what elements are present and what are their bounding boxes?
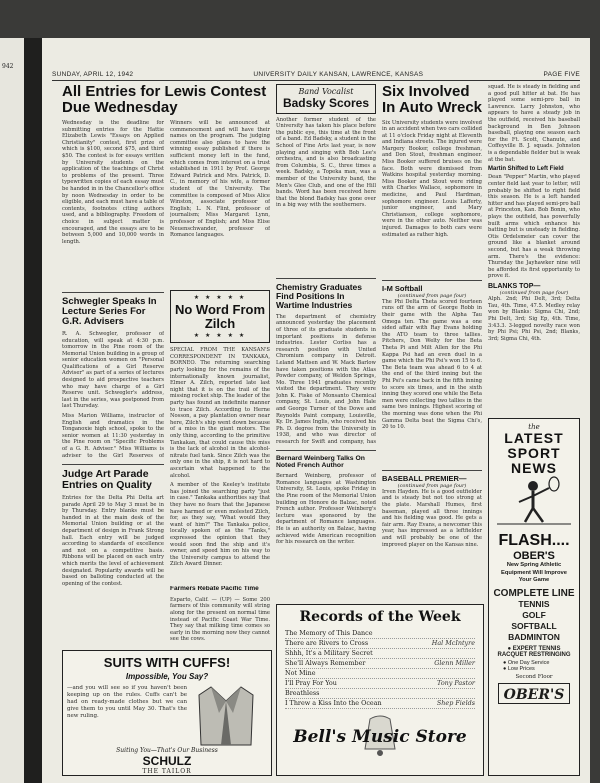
badsky-article: [276, 84, 376, 274]
sports-continued: [488, 84, 580, 414]
record-artist: Glenn Miller: [434, 659, 475, 667]
blanks-headline: BLANKS TOP—: [488, 282, 541, 290]
zilch-body-cont: A member of the Keeley's institute has joined the searching party "just in case." Tankaka authorities say that they have no fears that the Japanese have harmed or even molested Zilch, for, as they say, "What would they want of him?" The Tankaka police, locally spoken of as the "Tanks," expressed the opinion that they would soon find the ship and it's owner, and speed him on his way to the University campus to attend the Zilch Award Dinner.: [170, 482, 270, 568]
obers-bullet-prices: Low Prices: [507, 665, 535, 672]
obers-sport: SPORT: [507, 445, 561, 461]
obers-brand: OBER'S: [513, 550, 555, 562]
obers-ad: [488, 418, 580, 776]
record-row: [285, 689, 475, 699]
adjacent-page-number: 942: [2, 63, 14, 70]
zilch-headline: No Word From Zilch: [174, 302, 266, 331]
record-row: [285, 669, 475, 679]
martin-subhead: Martin Shifted to Left Field: [488, 166, 564, 173]
baseball-body: Irven Hayden. He is a good outfielder and is steady but not too strong at the plate. Marshall Humes, first baseman, played all three innings and his fielding was good. He gets a fair arm. Ray Evans, a newcomer this year, has impressed as a leftfielder and will probably be one of the improved player on the Kansas nine.: [382, 488, 482, 548]
chemistry-body: The department of chemistry announced yesterday the placement of three of its graduate students in important positions in defense industries. Lester Corliss has a research position with United Chromium company in Detroit. Leland Mattsen and W. Mack Barlow have taken positions with the Atlas Powder company, of Weldon Springs, Mo. Three 1941 graduates recently visited the department. They were John K. Fiske of Monsanto Chemical company, St. Louis, and John Hale and George Turner of the Dowe and Reynolds Paint company, Louisville, Ky. Dr. James Inglis, who received his Ph. D. degree from the University in 1938, and who was director of research for Swift and company, has: [276, 313, 376, 444]
schulz-ad: [62, 650, 272, 776]
store-name: Bell's Music Store: [293, 727, 467, 747]
obers-logo: [498, 683, 570, 704]
record-song: There are Rivers to Cross: [285, 639, 369, 647]
obers-sport-badminton: BADMINTON: [508, 631, 560, 642]
record-song: Shhh, It's a Military Secret: [285, 649, 373, 657]
schulz-body: —and you will see so if you haven't been keeping up on the rules. Cuffs can't be had on ready-made clothes but we can give them to you until May 30. That's the new ruling.: [67, 685, 187, 719]
folio-page: PAGE FIVE: [543, 70, 580, 78]
chemistry-article: [276, 274, 376, 444]
sports-body: squad. He is steady in fielding and a good pull hitter at bat. He has played some semi-pro ball in Lawrence. Larry Johnston, who appears to have a steady job in the outfield, received his baseball background in Ben Johnson baseball, playing one season each for the Ft. Scott, Chanute, and Coffeyville B. J. squads. Johnston is a dependable fielder but is weak at the bat.: [488, 84, 580, 163]
record-song: Not Mine: [285, 669, 316, 677]
bullet-icon: ●: [507, 645, 513, 652]
farmers-body: Esparto, Calif. — (UP) — Some 200 farmers of this community will string along for the present on normal time instead of Pacific Coast War Time. They say that milking time comes so early in the morning now they cannot see the cows.: [170, 596, 270, 643]
obers-expert: [489, 646, 579, 658]
weinberg-article: [276, 446, 376, 596]
blanks-cont: (continued from page four): [499, 290, 569, 297]
obers-flash: FLASH....: [498, 532, 570, 549]
obers-the: the: [528, 423, 540, 431]
record-song: The Memory of This Dance: [285, 629, 373, 637]
records-title: Records of the Week: [299, 609, 461, 625]
baseball-article: [382, 466, 482, 602]
obers-line1: New Spring Athletic: [506, 562, 562, 568]
weinberg-headline: Bernard Weinberg Talks On Noted French Author: [276, 455, 365, 470]
obers-line2: Equipment Will Improve: [501, 569, 567, 576]
obers-expert1: EXPERT TENNIS: [512, 645, 561, 652]
obers-latest: LATEST: [504, 430, 564, 446]
schwegler-body: R. A. Schwegler, professor of education, will speak at 4:30 p.m. tomorrow in the Pine room of the Memorial Union building in a group of senior education women on "Personal Qualifications of a Girl Reserve Adviser" as part of a series of lectures designed to aid prospective teachers who may have charge of a Girl Reserve unit. Schwegler's address, last in the series, was postponed from last Thursday.: [62, 330, 164, 410]
store-logo: [277, 713, 483, 765]
art-body: Entries for the Delta Phi Delta art parade April 29 to May 3 must be in by Thursday. Entry blanks must be handed in at the main desk of the Memorial Union building or at the department of design in Frank Strong hall. Each entry will be judged according to standards of excellence and not on a competitive basis. Ribbons will be placed on each entry which merits the level of achievement designated. Popularity awards will be based on balloting conducted at the opening of the contest.: [62, 495, 164, 587]
softball-body: The Phi Delta Theta scored fourteen runs off the arm of George Robb in their game with the Alpha Tau Omega ten. The game was a one sided affair with Ray Evans holding the ATO team to three tallies. Pitchers, Don Welty for the Beta Theta Pi and Milt Allen for the Phi Kappa Psi had an even duel in a game which the Phi Psi's won 15 to 6. The Beta team was ahead 6 to 4 at the end of the third inning but the Phi Psi's came back in the fifth inning to score six times, and in the sixth inning they scored one while the Beta men were collecting two tallies in the same two innings. Highest scoring of the morning was done when the Phi Gamma Delta beat the Sigma Chi's, 20 to 10.: [382, 298, 482, 431]
obers-complete: COMPLETE LINE: [493, 587, 575, 599]
suit-illustration: [191, 683, 261, 747]
record-row: [285, 699, 475, 709]
schwegler-article: [62, 288, 164, 458]
record-row: [285, 629, 475, 639]
chemistry-headline: Chemistry Graduates Find Positions In Wartime Industries: [276, 282, 362, 310]
schwegler-body-cont: Miss Marion Williams, instructor of English and dramatics in the Tonganoxie high school, spoke to the senior women at 11:30 yesterday in the Pine room on "Specific Problems of a G. R. Adviser." Miss Williams is adviser to the Girl Reserves of: [62, 413, 164, 458]
badsky-headline-box: [276, 84, 376, 114]
obers-sport-tennis: TENNIS: [518, 598, 550, 609]
zilch-body: SPECIAL FROM THE KANSAN'S CORRESPONDENT IN TANKAKA, BORNEO. The returning searching party looking for the remains of the internationally known journalist, Elmer A. Zilch, reported late last night that it is on the trail of the missing rocket ship. The leader of the party has found an indefinite manner to trace Zilch. According to Herne Nosson, a pay plantation owner near here, Zilch's ship went down because of a miss in the giant motors. The only thing, according to the primitive Tankakan, that could cause this miss is the lack of alcohol in the alcohol-nitrate fuel tank. Since Zilch was the only one in the ship, it is not hard to ascertain what happened to the alcohol.: [170, 347, 270, 479]
records-ad: [276, 604, 484, 776]
auto-wreck-headline: Six Involved In Auto Wreck: [382, 84, 482, 116]
weinberg-body: Bernard Weinberg, professor of Romance languages at Washington University, St. Louis, spoke Friday in the Pine room of the Memorial Union building on Honore de Balzac, noted French author. Professor Weinberg's lecture was sponsored by the department of Romance languages. He is an authority on Balzac, having achieved wide American recognition for his research on the writer.: [276, 473, 376, 546]
softball-cont: (continued from page four): [397, 292, 467, 299]
record-artist: Tony Pastor: [437, 679, 475, 687]
schulz-sub: Impossible, You Say?: [125, 672, 209, 681]
obers-sport-softball: SOFTBALL: [511, 620, 557, 631]
badsky-headline: Badsky Scores: [282, 96, 370, 110]
softball-article: [382, 276, 482, 464]
record-row: [285, 659, 475, 669]
farmers-headline: Farmers Rebate Pacific Time: [170, 586, 259, 592]
record-artist: Hal McIntyre: [431, 639, 475, 647]
record-row: [285, 649, 475, 659]
art-headline: Judge Art Parade Entries on Quality: [62, 468, 152, 492]
zilch-article: [170, 288, 270, 588]
auto-wreck-article: [382, 84, 482, 274]
baseball-headline: BASEBALL PREMIER—: [382, 474, 467, 483]
schwegler-headline: Schwegler Speaks In Lecture Series For G.R. Advisers: [62, 296, 157, 327]
record-song: I Threw a Kiss Into the Ocean: [285, 699, 382, 707]
schulz-headline: SUITS WITH CUFFS!: [103, 655, 231, 670]
folio-line: [52, 68, 580, 81]
adjacent-page-edge: [0, 38, 25, 783]
baseball-cont: (continued from page four): [397, 482, 467, 489]
records-list: [285, 629, 475, 709]
obers-bullets: ● One Day Service ● Low Prices: [503, 659, 550, 672]
star-row-bottom: ★ ★ ★ ★ ★: [193, 332, 247, 340]
obers-sport-golf: GOLF: [522, 609, 546, 620]
lewis-body-cont: Winners will be announced at commencement and will have their names on the program. The judging committee also plans to have the winning essay published if there is sufficient money left in the fund, which comes from interest on a trust established in 1911 by Prof. George Edward Patrick and Mrs. Patrick, D. C., in memory of his wife, a former student of the University. The committee is composed of Miss Alice Winston, associate professor of English; L. N. Flint, professor of journalism; Miss Margaret Lynn, professor of English; and Miss Elise Neuenschwander, professor of Romance languages.: [170, 120, 270, 239]
obers-line3: Your Game: [518, 577, 550, 583]
obers-news: NEWS: [511, 460, 557, 476]
folio-paper: UNIVERSITY DAILY KANSAN, LAWRENCE, KANSAS: [253, 70, 424, 78]
lewis-body-col2: [170, 120, 270, 284]
badsky-kicker: Band Vocalist: [298, 87, 354, 96]
farmers-article: [170, 586, 270, 648]
zilch-headline-box: [170, 290, 270, 343]
badsky-body: Another former student of the University has taken his place before the public eye, this time at the front of a band. Ed Badsky, a student in the School of Fine Arts last year, is now playing and singing with Bob Lee's orchestra, and is also broadcasting from Columbia, S. C., three times a week. Badsky, a Topeka man, was a member of the University band, the Men's Glee Club, and one of the Hill bands. Word has been received here that the blond Badsky has gone over in a big way with the southerners.: [276, 116, 376, 209]
blanks-body: Alph. 2nd; Phi Delt, 3rd; Delta Tau, 4th. Time, 47.5. Medley relay won by Blanks: Sigma Chi, 2nd; Phi Delt, 3rd; Sig Ep, 4th. Time, 3:43.3. 3-legged novelty race won by Phi Psi; Phi Psi, 2nd; Blanks, 3rd; Sigma Chi, 4th.: [488, 296, 580, 342]
obers-expert2: RACQUET RESTRINGING: [497, 651, 571, 658]
obers-floor: Second Floor: [515, 673, 553, 680]
schulz-brand: SCHULZ: [142, 754, 192, 768]
record-row: [285, 679, 475, 689]
newspaper-page: [42, 38, 590, 783]
binding-gutter: [24, 38, 42, 783]
schulz-body-row: [63, 683, 271, 747]
record-row: [285, 639, 475, 649]
schulz-brand-sub: THE TAILOR: [142, 768, 192, 775]
lewis-article: [62, 84, 272, 120]
lewis-body-col1: [62, 120, 164, 284]
folio-date: SUNDAY, APRIL 12, 1942: [52, 70, 134, 78]
record-artist: Shep Fields: [436, 699, 475, 707]
star-row: ★ ★ ★ ★ ★: [193, 294, 247, 301]
obers-logo-text: OBER'S: [503, 686, 565, 703]
lewis-body: Wednesday is the deadline for submitting entries for the Hattie Elizabeth Lewis "Essays on Applied Christianity" contest, first prize of which is $100, second $75, and third $50. The contest is for essays written by University students on the application of the teachings of Christ to problems of the present. Three typewritten copies of each essay must be handed in in the Chancellor's office by noon Wednesday in order to be eligible, and each must have a table of contents, footnotes citing authors used, and a bibliography. Freedom of choice in subject matter is encouraged, and the essays are to be between 5,000 and 10,000 words in length.: [62, 120, 164, 245]
record-song: Breathless: [285, 689, 320, 697]
martin-body: Dean "Pepper" Martin, who played center field last year to letter, will probably be shifted to right field this season. He is a left handed hitter and has played semi-pro ball at Princeton, Kan. Bob Bonin, who plays the outfield, has powerfully built arms which enhance his batting but is unsteady in fielding. Otis Ordelsmeier can cover the ground like a blanket around second, but has a weak throwing arm. There's the evidence: Thursday the Jayhawker nine will be afforded its first opportunity to prove it.: [488, 174, 580, 280]
lewis-headline: All Entries for Lewis Contest Due Wednesday: [62, 84, 267, 116]
obers-tagline: [489, 562, 579, 585]
tennis-player-illustration: [489, 476, 579, 526]
auto-wreck-body: Six University students were involved in an accident when two cars collided at 11 o'clock Friday night at Eleventh and Indiana streets. The injured were Margery Booker, college freshman, and Don Stout, freshman engineer. Miss Booker suffered bruises on the face. Both were dismissed from Watkins hospital yesterday morning. Miss Booker and Stout were riding with Charles Wallace, sophomore in medicine, and Paul Hardman, sophomore engineer. Louis Lafferty, junior engineer, and Mary Christianson, college sophomore, were in the other auto. Neither was injured. Damages to both cars were estimated as rather high.: [382, 119, 482, 238]
softball-headline: I-M Softball: [382, 284, 423, 293]
art-article: [62, 460, 164, 628]
record-song: She'll Always Remember: [285, 659, 366, 667]
schulz-tagline: Suiting You—That's Our Business: [116, 747, 218, 754]
obers-bullet-service: One Day Service: [507, 659, 550, 666]
record-song: I'll Pray For You: [285, 679, 337, 687]
